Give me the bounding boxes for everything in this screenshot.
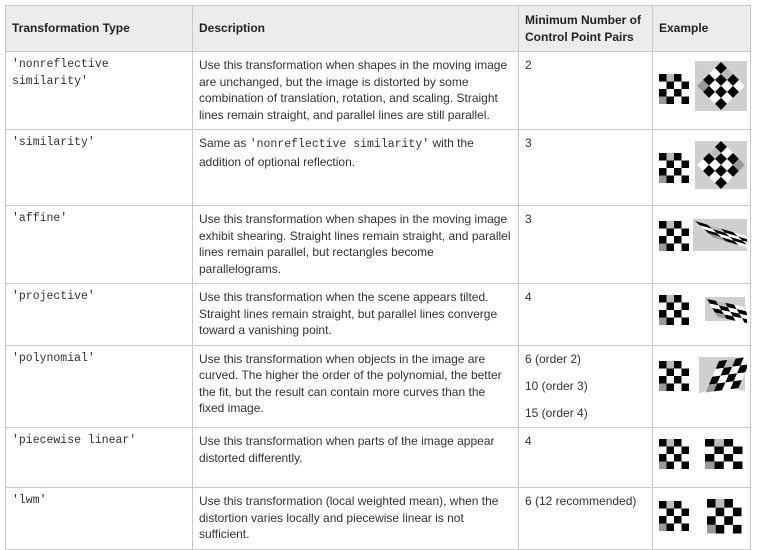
checkerboard-piecewise-icon <box>657 437 747 477</box>
pairs-value: 6 (12 recommended) <box>525 494 637 508</box>
pairs-value: 3 <box>525 212 532 226</box>
table-row <box>6 206 751 284</box>
pairs-cell <box>519 345 653 428</box>
checkerboard-tilted-icon <box>657 293 747 333</box>
pairs-value: 6 (order 2) <box>525 351 582 366</box>
pairs-cell <box>519 488 653 550</box>
pairs-cell <box>519 52 653 130</box>
example-cell <box>653 345 751 428</box>
table-row <box>6 284 751 346</box>
pairs-value: 2 <box>525 58 532 72</box>
pairs-cell <box>519 284 653 346</box>
transformation-type-cell: 'affine' <box>6 206 193 284</box>
description-cell: Use this transformation when shapes in the moving image exhibit shearing. Straight lines remain straight, and parallel lines remain parallel, but rectangles become parallelograms. <box>193 206 519 284</box>
pairs-value: 15 (order 4) <box>525 405 588 420</box>
example-cell <box>653 130 751 206</box>
example-cell <box>653 206 751 284</box>
description-cell: Use this transformation when parts of the image appear distorted differently. <box>193 428 519 488</box>
pairs-cell <box>519 428 653 488</box>
pairs-cell <box>519 130 653 206</box>
transformation-type-cell: 'similarity' <box>6 130 193 206</box>
transformation-type-cell: 'piecewise linear' <box>6 428 193 488</box>
transformation-type-cell: 'polynomial' <box>6 345 193 428</box>
table-row <box>6 428 751 488</box>
header-transformation-type: Transformation Type <box>6 6 193 52</box>
checkerboard-reflected-icon <box>657 139 747 191</box>
header-example: Example <box>653 6 751 52</box>
checkerboard-curved-icon <box>657 355 747 399</box>
description-cell: Use this transformation when shapes in the moving image are unchanged, but the image is distorted by some combination of translation, rotation, and scaling. Straight lines remain straight, and parallel lines are still parallel. <box>193 52 519 130</box>
checkerboard-rotated-icon <box>657 61 747 113</box>
transformation-types-table <box>5 5 751 550</box>
description-cell <box>193 130 519 206</box>
table-row <box>6 130 751 206</box>
table-row <box>6 52 751 130</box>
example-cell <box>653 428 751 488</box>
description-cell: Use this transformation when the scene appears tilted. Straight lines remain straight, but parallel lines converge toward a vanishing point. <box>193 284 519 346</box>
example-cell <box>653 52 751 130</box>
pairs-value: 10 (order 3) <box>525 378 588 393</box>
transformation-type-cell: 'nonreflective similarity' <box>6 52 193 130</box>
pairs-value: 3 <box>525 136 532 150</box>
description-cell: Use this transformation (local weighted mean), when the distortion varies locally and piecewise linear is not sufficient. <box>193 488 519 550</box>
description-text: with the addition of optional reflection. <box>199 136 474 169</box>
transformation-type-cell: 'lwm' <box>6 488 193 550</box>
transformation-type-cell: 'projective' <box>6 284 193 346</box>
description-text: Same as <box>199 136 250 150</box>
example-cell <box>653 488 751 550</box>
header-description: Description <box>193 6 519 52</box>
table-row <box>6 488 751 550</box>
checkerboard-lwm-icon <box>657 497 747 537</box>
example-cell <box>653 284 751 346</box>
pairs-value: 4 <box>525 290 532 304</box>
table-header-row <box>6 6 751 52</box>
table-row <box>6 345 751 428</box>
pairs-value: 4 <box>525 434 532 448</box>
checkerboard-sheared-icon <box>657 215 747 255</box>
pairs-cell <box>519 206 653 284</box>
header-min-pairs: Minimum Number of Control Point Pairs <box>519 6 653 52</box>
description-cell: Use this transformation when objects in the image are curved. The higher the order of the polynomial, the better the fit, but the result can contain more curves than the fixed image. <box>193 345 519 428</box>
description-code: 'nonreflective similarity' <box>249 138 430 151</box>
